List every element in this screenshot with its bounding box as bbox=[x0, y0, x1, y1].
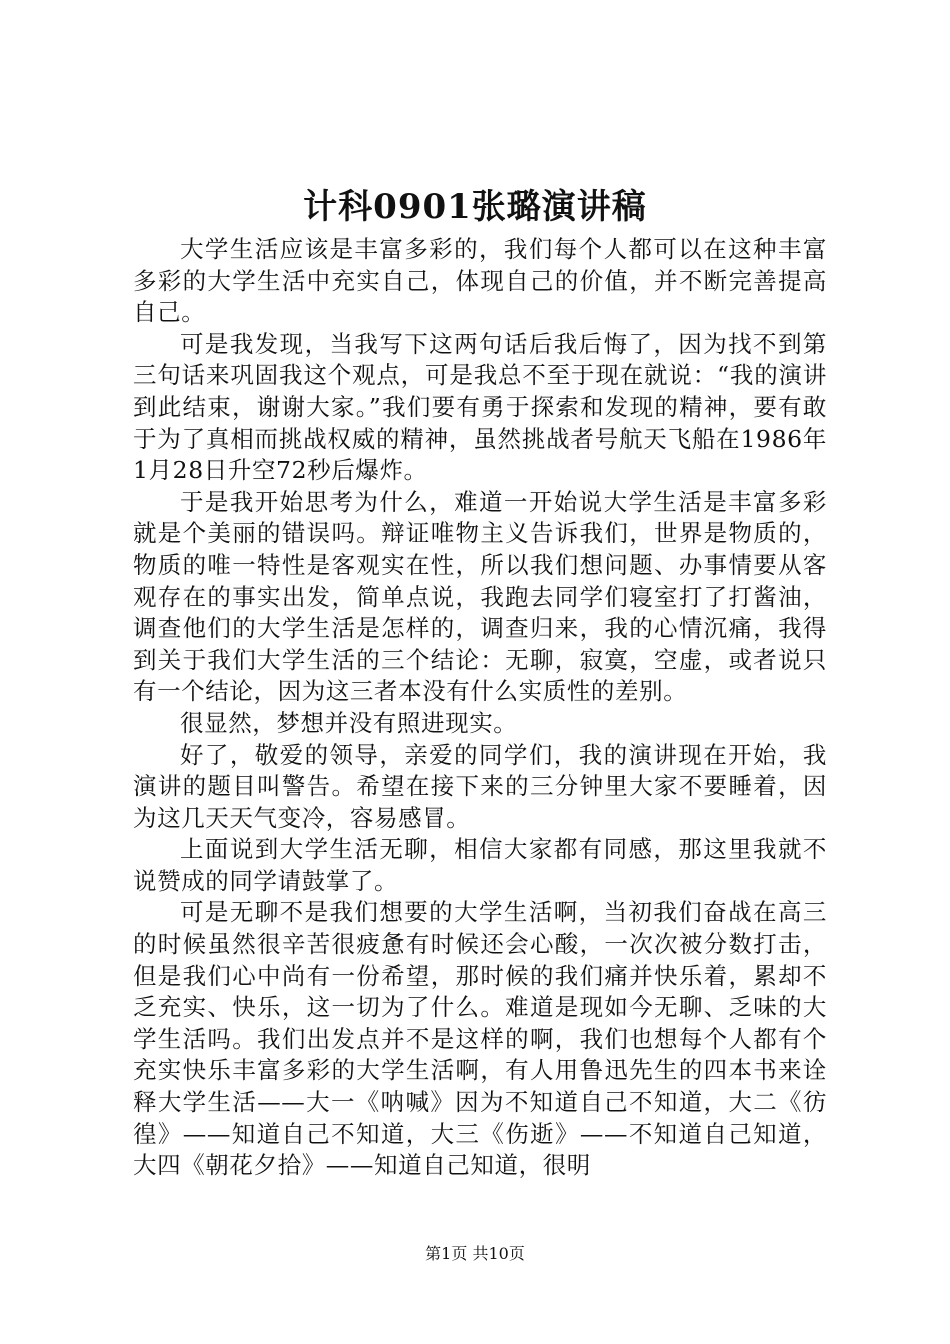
page-number: 第1页 bbox=[425, 1244, 468, 1263]
paragraph-1: 大学生活应该是丰富多彩的，我们每个人都可以在这种丰富多彩的大学生活中充实自己，体现自己的价值，并不断完善提高自己。 bbox=[133, 235, 827, 327]
paragraph-3: 于是我开始思考为什么，难道一开始说大学生活是丰富多彩就是个美丽的错误吗。辩证唯物主义告诉我们，世界是物质的，物质的唯一特性是客观实在性，所以我们想问题、办事情要从客观存在的事实出发，简单点说，我跑去同学们寝室打了打酱油，调查他们的大学生活是怎样的，调查归来，我的心情沉痛，我得到关于我们大学生活的三个结论：无聊，寂寞，空虚，或者说只有一个结论，因为这三者本没有什么实质性的差别。 bbox=[133, 487, 827, 706]
paragraph-7: 可是无聊不是我们想要的大学生活啊，当初我们奋战在高三的时候虽然很辛苦很疲惫有时候还会心酸，一次次被分数打击，但是我们心中尚有一份希望，那时候的我们痛并快乐着，累却不乏充实、快乐，这一切为了什么。难道是现如今无聊、乏味的大学生活吗。我们出发点并不是这样的啊，我们也想每个人都有个充实快乐丰富多彩的大学生活啊，有人用鲁迅先生的四本书来诠释大学生活——大一《呐喊》因为不知道自己不知道，大二《彷徨》——知道自己不知道，大三《伤逝》——不知道自己知道，大四《朝花夕拾》——知道自己知道，很明 bbox=[133, 898, 827, 1180]
page-total: 共10页 bbox=[472, 1244, 525, 1263]
paragraph-5: 好了，敬爱的领导，亲爱的同学们，我的演讲现在开始，我演讲的题目叫警告。希望在接下来的三分钟里大家不要睡着，因为这几天天气变冷，容易感冒。 bbox=[133, 740, 827, 832]
document-body bbox=[133, 234, 827, 1182]
paragraph-6: 上面说到大学生活无聊，相信大家都有同感，那这里我就不说赞成的同学请鼓掌了。 bbox=[133, 835, 827, 895]
paragraph-2: 可是我发现，当我写下这两句话后我后悔了，因为找不到第三句话来巩固我这个观点，可是我总不至于现在就说：“我的演讲到此结束，谢谢大家。”我们要有勇于探索和发现的精神，要有敢于为了真相而挑战权威的精神，虽然挑战者号航天飞船在1986年1月28日升空72秒后爆炸。 bbox=[133, 329, 827, 485]
page-footer bbox=[0, 1242, 950, 1266]
document-title: 计科0901张璐演讲稿 bbox=[303, 187, 647, 227]
paragraph-4: 很显然，梦想并没有照进现实。 bbox=[180, 708, 518, 737]
